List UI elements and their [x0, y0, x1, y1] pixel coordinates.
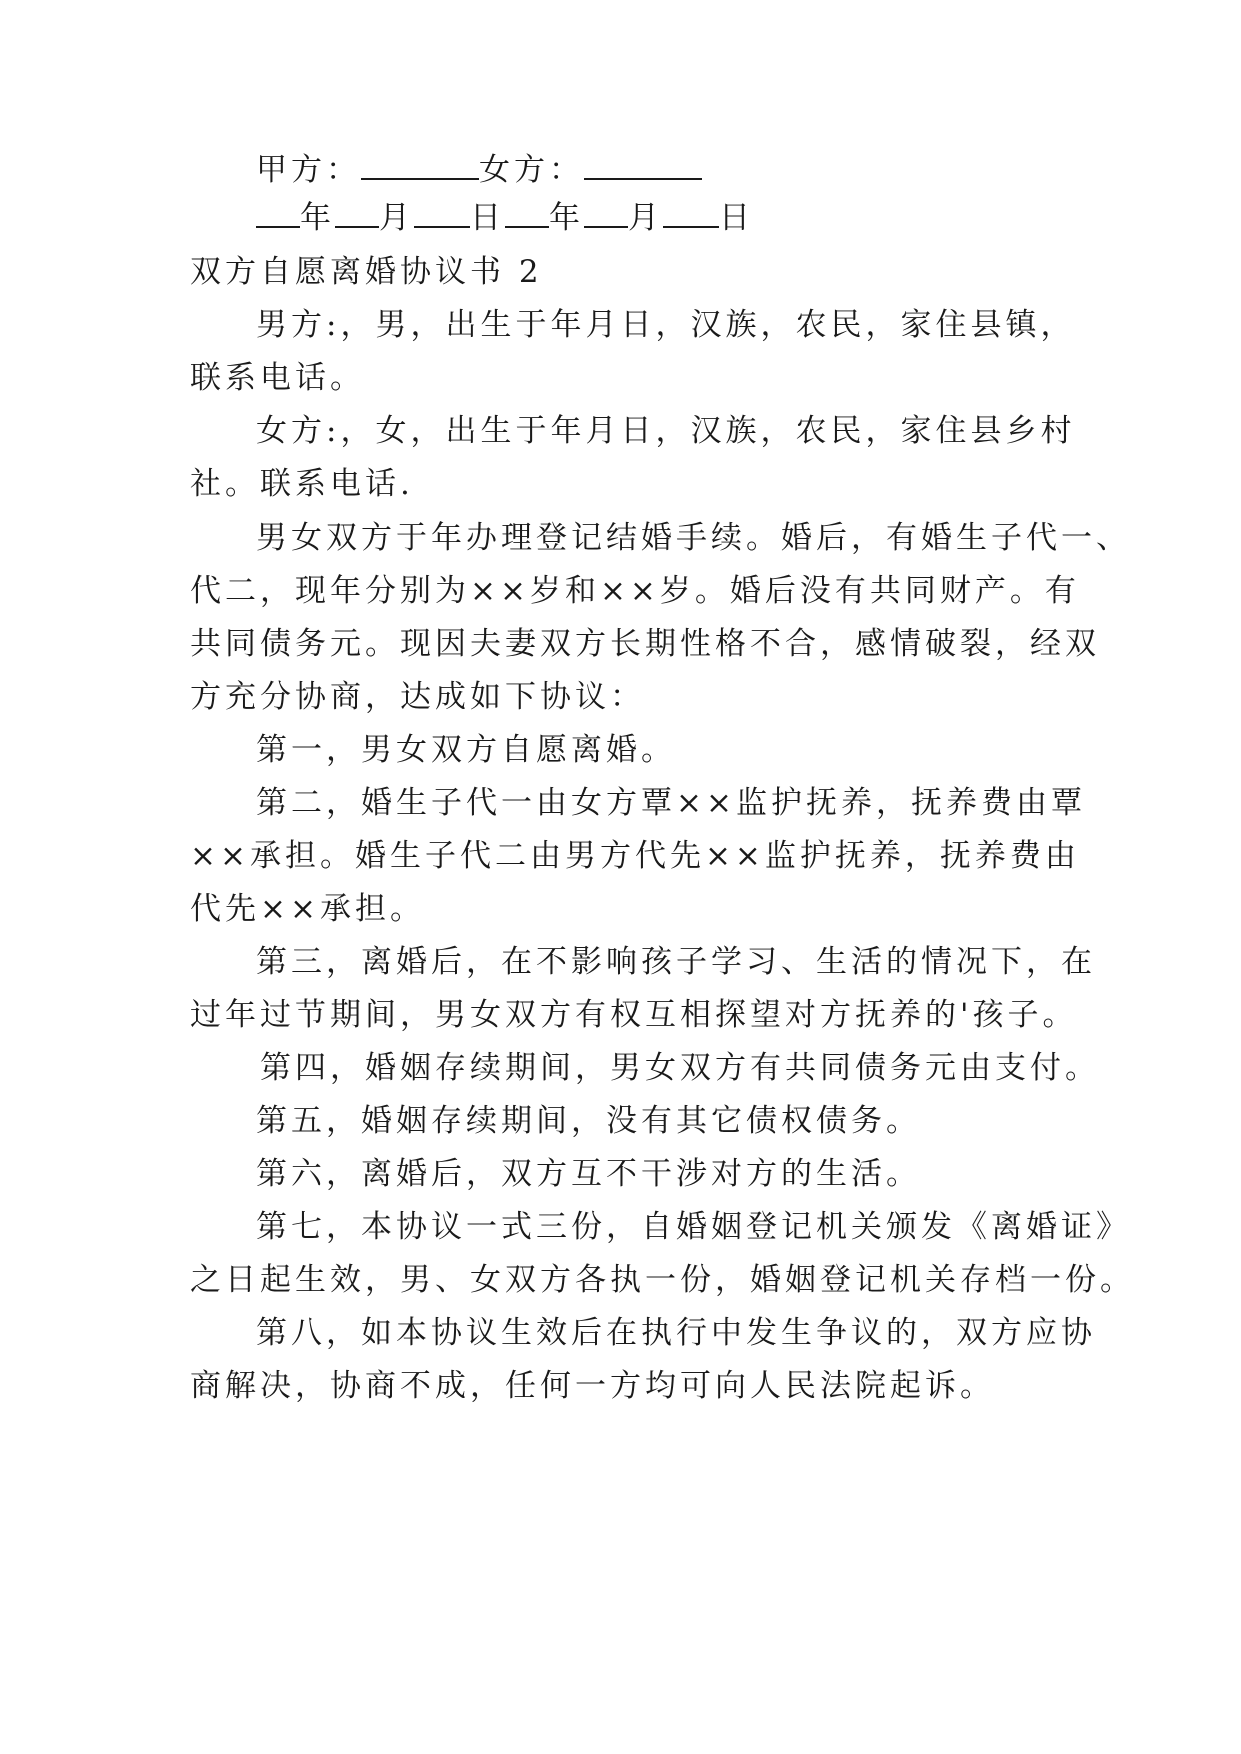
paragraph-line: 代二，现年分别为××岁和××岁。婚后没有共同财产。有 — [190, 573, 1080, 609]
paragraph-line: 第七，本协议一式三份，自婚姻登记机关颁发《离婚证》 — [256, 1209, 1131, 1245]
paragraph-line: 代先××承担。 — [190, 891, 425, 927]
paragraph-line: 男方:，男，出生于年月日，汉族，农民，家住县镇， — [256, 307, 1076, 343]
day-label-b: 日 — [719, 200, 754, 236]
paragraph-line: ××承担。婚生子代二由男方代先××监护抚养，抚养费由 — [190, 838, 1080, 874]
paragraph-line: 第三，离婚后，在不影响孩子学习、生活的情况下，在 — [256, 944, 1096, 980]
party-b-label: 女方： — [479, 152, 584, 188]
month-label-a: 月 — [379, 200, 414, 236]
paragraph-line: 社。联系电话. — [190, 466, 414, 502]
paragraph-line: 商解决，协商不成，任何一方均可向人民法院起诉。 — [190, 1368, 995, 1404]
year-label-a: 年 — [300, 200, 335, 236]
year-label-b: 年 — [549, 200, 584, 236]
paragraph-line: 第六，离婚后，双方互不干涉对方的生活。 — [256, 1156, 921, 1192]
year-blank-a — [256, 198, 300, 228]
paragraph-line: 方充分协商，达成如下协议： — [190, 679, 645, 715]
paragraph-line: 共同债务元。现因夫妻双方长期性格不合，感情破裂，经双 — [190, 626, 1100, 662]
month-blank-a — [335, 198, 379, 228]
party-a-blank — [361, 150, 479, 180]
paragraph-line: 第八，如本协议生效后在执行中发生争议的，双方应协 — [256, 1315, 1096, 1351]
month-blank-b — [584, 198, 628, 228]
party-a-label: 甲方： — [256, 152, 361, 188]
month-label-b: 月 — [628, 200, 663, 236]
year-blank-b — [505, 198, 549, 228]
day-blank-b — [663, 198, 719, 228]
document-title: 双方自愿离婚协议书 2 — [190, 254, 543, 290]
paragraph-line: 第五，婚姻存续期间，没有其它债权债务。 — [256, 1103, 921, 1139]
party-b-blank — [584, 150, 702, 180]
day-blank-a — [414, 198, 470, 228]
paragraph-line: 男女双方于年办理登记结婚手续。婚后，有婚生子代一、 — [256, 520, 1131, 556]
paragraph-line: 第二，婚生子代一由女方覃××监护抚养，抚养费由覃 — [256, 785, 1086, 821]
paragraph-line: 第一，男女双方自愿离婚。 — [256, 732, 676, 768]
signature-line — [256, 150, 702, 190]
paragraph-line: 第四，婚姻存续期间，男女双方有共同债务元由支付。 — [260, 1050, 1100, 1086]
date-line — [256, 198, 754, 238]
day-label-a: 日 — [470, 200, 505, 236]
paragraph-line: 女方:，女，出生于年月日，汉族，农民，家住县乡村 — [256, 413, 1076, 449]
paragraph-line: 联系电话。 — [190, 360, 365, 396]
paragraph-line: 过年过节期间，男女双方有权互相探望对方抚养的'孩子。 — [190, 997, 1078, 1033]
paragraph-line: 之日起生效，男、女双方各执一份，婚姻登记机关存档一份。 — [190, 1262, 1135, 1298]
